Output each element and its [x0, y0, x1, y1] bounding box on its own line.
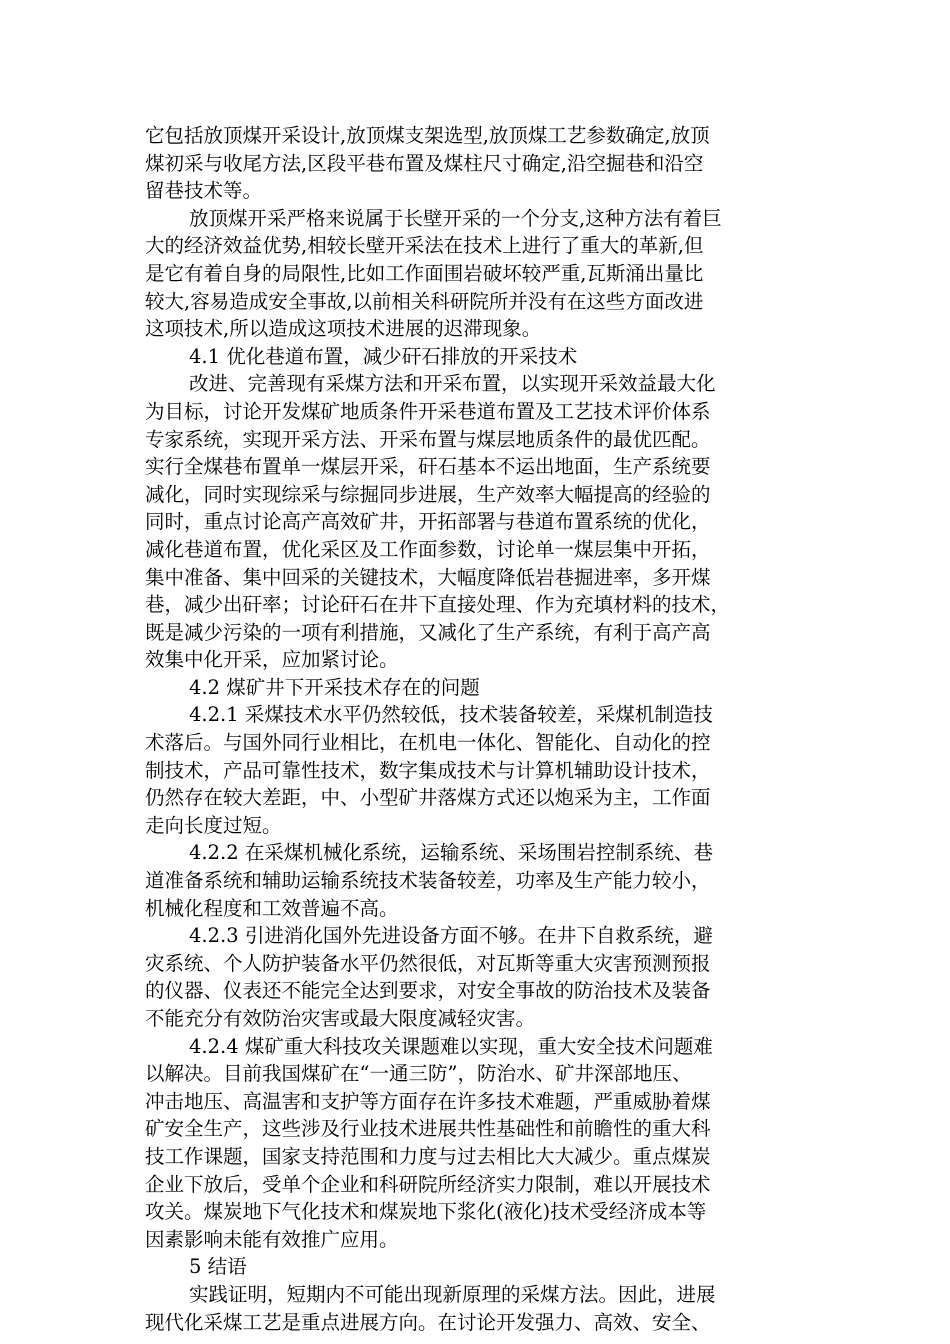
text-line: 煤初采与收尾方法,区段平巷布置及煤柱尺寸确定,沿空掘巷和沿空	[145, 151, 704, 175]
text-line: 减化，同时实现综采与综掘同步进展，生产效率大幅提高的经验的	[145, 482, 711, 506]
text-line: 制技术，产品可靠性技术，数字集成技术与计算机辅助设计技术，	[145, 758, 711, 782]
text-line: 集中准备、集中回采的关键技术，大幅度降低岩巷掘进率，多开煤	[145, 565, 711, 589]
text-line: 不能充分有效防治灾害或最大限度减轻灾害。	[145, 1007, 536, 1030]
text-line: 矿安全生产，这些涉及行业技术进展共性基础性和前瞻性的重大科	[145, 1117, 711, 1141]
text-line: 4.2.1 采煤技术水平仍然较低，技术装备较差，采煤机制造技	[189, 703, 713, 727]
text-line: 改进、完善现有采煤方法和开采布置，以实现开采效益最大化	[189, 372, 716, 396]
text-line: 大的经济效益优势,相较长壁开采法在技术上进行了重大的革新,但	[145, 234, 704, 258]
text-line: 道准备系统和辅助运输系统技术装备较差，功率及生产能力较小，	[145, 869, 711, 893]
text-line: 这项技术,所以造成这项技术进展的迟滞现象。	[145, 317, 542, 341]
text-line: 机械化程度和工效普遍不高。	[145, 896, 399, 920]
text-line: 实行全煤巷布置单一煤层开采，矸石基本不运出地面，生产系统要	[145, 455, 711, 479]
text-line: 既是减少污染的一项有利措施，又减化了生产系统，有利于高产高	[145, 620, 711, 644]
text-line: 4.2.4 煤矿重大科技攻关课题难以实现，重大安全技术问题难	[189, 1034, 713, 1058]
text-line: 为目标，讨论开发煤矿地质条件开采巷道布置及工艺技术评价体系	[145, 399, 711, 423]
text-line: 专家系统，实现开采方法、开采布置与煤层地质条件的最优匹配。	[145, 427, 711, 451]
text-line: 的仪器、仪表还不能完全达到要求，对安全事故的防治技术及装备	[145, 979, 711, 1003]
text-line: 灾系统、个人防护装备水平仍然很低，对瓦斯等重大灾害预测预报	[145, 951, 711, 975]
text-line: 4.1 优化巷道布置，减少矸石排放的开采技术	[189, 344, 578, 368]
text-line: 4.2.3 引进消化国外先进设备方面不够。在井下自救系统，避	[189, 924, 713, 948]
text-line: 4.2 煤矿井下开采技术存在的问题	[189, 675, 480, 699]
text-line: 较大,容易造成安全事故,以前相关科研院所并没有在这些方面改进	[145, 289, 704, 313]
text-line: 留巷技术等。	[145, 179, 263, 203]
text-line: 减化巷道布置，优化采区及工作面参数，讨论单一煤层集中开拓，	[145, 537, 711, 561]
text-line: 仍然存在较大差距，中、小型矿井落煤方式还以炮采为主，工作面	[145, 786, 711, 810]
text-line: 走向长度过短。	[145, 813, 282, 837]
text-line: 同时，重点讨论高产高效矿井，开拓部署与巷道布置系统的优化，	[145, 510, 711, 534]
text-line: 企业下放后，受单个企业和科研院所经济实力限制，难以开展技术	[145, 1172, 711, 1196]
text-line: 5 结语	[189, 1255, 247, 1279]
text-line: 技工作课题，国家支持范围和力度与过去相比大大减少。重点煤炭	[145, 1144, 711, 1168]
text-line: 效集中化开采，应加紧讨论。	[145, 648, 399, 672]
text-line: 4.2.2 在采煤机械化系统，运输系统、采场围岩控制系统、巷	[189, 841, 713, 865]
text-line: 放顶煤开采严格来说属于长壁开采的一个分支,这种方法有着巨	[189, 206, 722, 230]
text-line: 冲击地压、高温害和支护等方面存在许多技术难题，严重威胁着煤	[145, 1089, 711, 1113]
text-line: 术落后。与国外同行业相比，在机电一体化、智能化、自动化的控	[145, 731, 711, 755]
text-line: 实践证明，短期内不可能出现新原理的采煤方法。因此，进展	[189, 1282, 716, 1306]
text-line: 巷，减少出矸率；讨论矸石在井下直接处理、作为充填材料的技术，	[145, 593, 731, 617]
text-line: 攻关。煤炭地下气化技术和煤炭地下浆化(液化)技术受经济成本等	[145, 1200, 707, 1224]
text-line: 它包括放顶煤开采设计,放顶煤支架选型,放顶煤工艺参数确定,放顶	[145, 124, 710, 147]
text-line: 因素影响未能有效推广应用。	[145, 1227, 399, 1251]
text-line: 现代化采煤工艺是重点进展方向。在讨论开发强力、高效、安全、	[145, 1310, 711, 1334]
text-line: 是它有着自身的局限性,比如工作面围岩破坏较严重,瓦斯涌出量比	[145, 261, 704, 285]
text-line: 以解决。目前我国煤矿在“一通三防”，防治水、矿井深部地压、	[145, 1062, 692, 1086]
document-body	[145, 122, 805, 1336]
